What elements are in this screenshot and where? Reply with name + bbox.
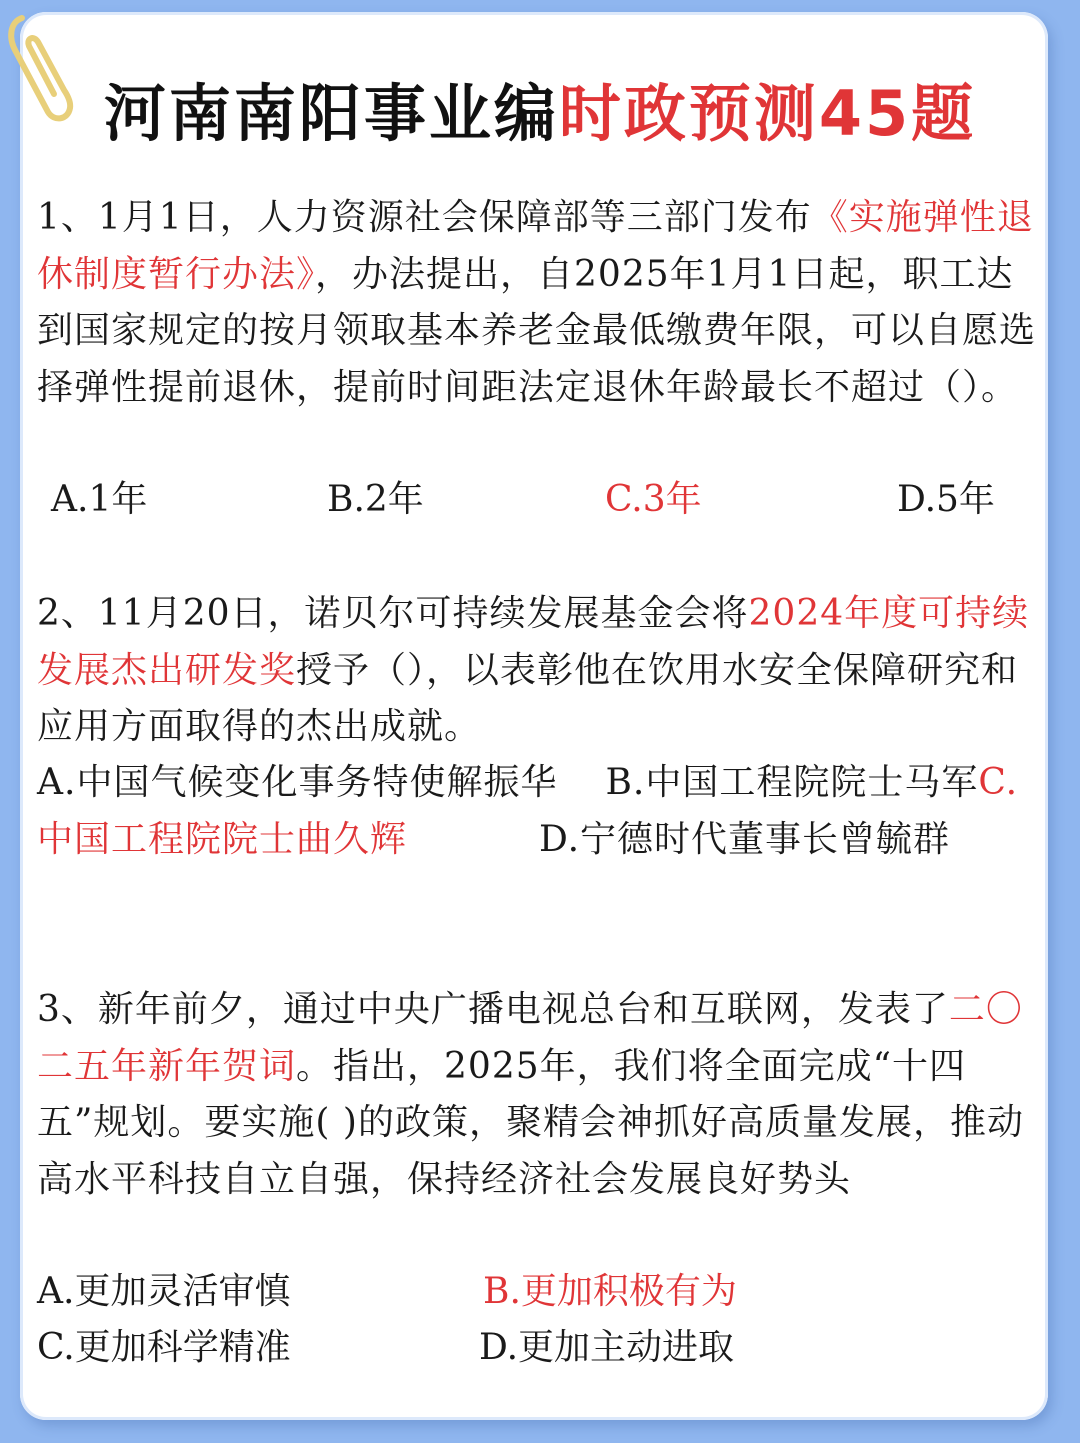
page-title [0,64,1080,153]
question-3 [37,982,1043,1208]
q3-options-row-1 [37,1264,1043,1320]
q1-options [37,472,1043,528]
q1-option-c[interactable]: C.3年 [605,479,702,520]
title-black: 河南南阳事业编 [103,77,559,150]
q3-option-b[interactable]: B.更加积极有为 [483,1271,737,1312]
title-highlight: 时政预测45题 [558,77,977,150]
q1-option-d[interactable]: D.5年 [897,479,995,520]
question-2 [37,586,1043,756]
q3-option-d[interactable]: D.更加主动进取 [479,1327,735,1368]
q3-option-a[interactable]: A.更加灵活审慎 [37,1271,291,1312]
q2-text-1: 2、11月20日，诺贝尔可持续发展基金会将 [37,593,749,634]
q2-options [37,755,1043,868]
q3-text-2: 。指出，2025年，我们将全面完成“十四五”规划。要实施( )的政策，聚精会神抓好高质量发展，推动高水平科技自立自强，保持经济社会发展良好势头 [37,1045,1024,1200]
q1-option-b[interactable]: B.2年 [327,479,424,520]
q1-highlight: 《实施弹性退休制度暂行办法》 [37,197,1034,295]
question-1 [37,190,1043,416]
q3-highlight: 二〇二五年新年贺词 [37,989,1023,1087]
q2-option-d[interactable]: D.宁德时代董事长曾毓群 [539,818,951,860]
q2-option-a[interactable]: A.中国气候变化事务特使解振华 [37,762,558,803]
q2-highlight: 2024年度可持续发展杰出研发奖 [37,593,1030,691]
q2-option-c[interactable]: C.中国工程院院士曲久辉 [37,762,1019,860]
q2-option-b[interactable]: B.中国工程院院士马军 [605,762,979,803]
q3-options-row-2 [37,1320,1043,1376]
q3-text-1: 3、新年前夕，通过中央广播电视总台和互联网，发表了 [37,989,949,1030]
q1-text-1: 1、1月1日，人力资源社会保障部等三部门发布 [37,197,812,238]
q3-option-c[interactable]: C.更加科学精准 [37,1327,291,1368]
q1-option-a[interactable]: A.1年 [51,479,148,520]
q2-text-2: 授予（），以表彰他在饮用水安全保障研究和应用方面取得的杰出成就。 [37,649,1019,747]
q1-text-2: ，办法提出，自2025年1月1日起，职工达到国家规定的按月领取基本养老金最低缴费年限，可以自愿选择弹性提前退休，提前时间距法定退休年龄最长不超过（）。 [37,253,1037,408]
